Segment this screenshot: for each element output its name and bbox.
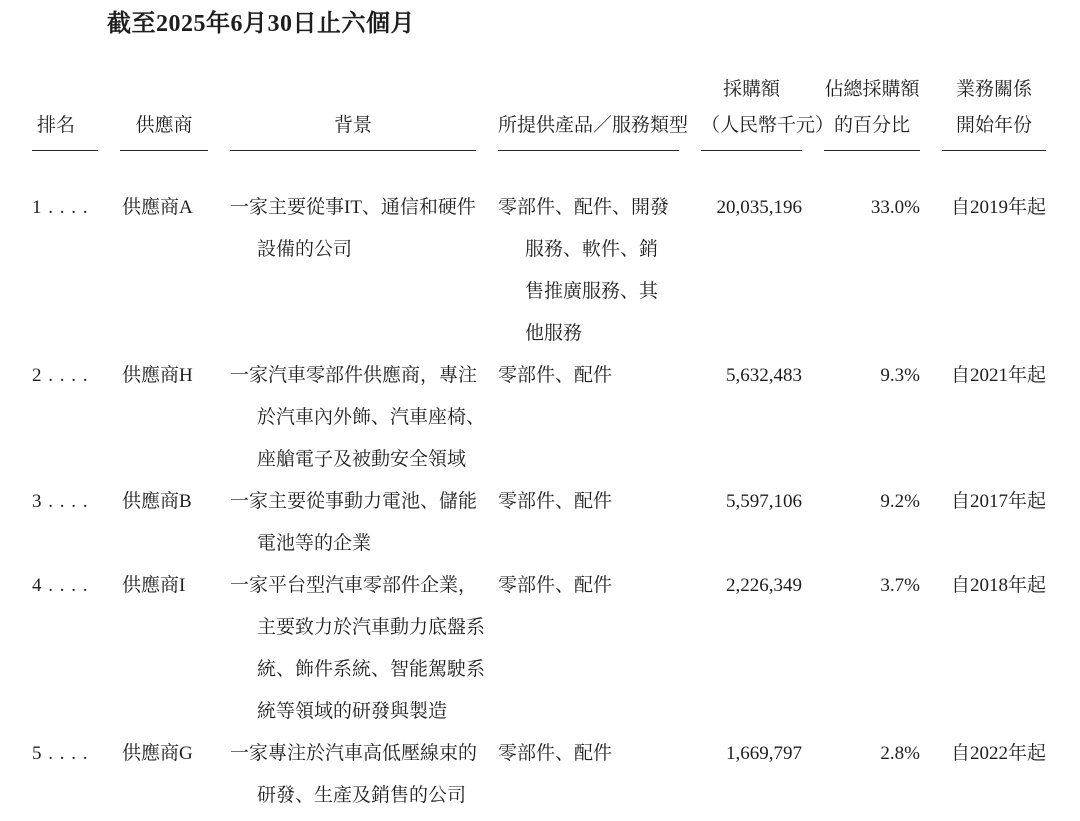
header-background: 背景 (230, 108, 476, 151)
header-products: 所提供產品／服務類型 (498, 108, 679, 151)
header-amount: 採購額 （人民幣千元） (701, 72, 802, 151)
header-year: 業務關係 開始年份 (942, 72, 1046, 151)
year-cell: 自2019年起 (950, 197, 1046, 218)
supplier-cell: 供應商H (122, 365, 193, 386)
products-cell: 零部件、配件 (498, 575, 613, 596)
table-row (32, 481, 1080, 565)
products-cell: 零部件、配件、開發 服務、軟件、銷 售推廣服務、其 他服務 (498, 197, 670, 344)
rank-cell: 3 . . . . (32, 491, 89, 512)
rank-cell: 4 . . . . (32, 575, 89, 596)
percent-cell: 33.0% (870, 197, 920, 218)
background-cell: 一家汽車零部件供應商，專注 於汽車內外飾、汽車座椅、 座艙電子及被動安全領域 (230, 365, 486, 470)
background-cell: 一家平台型汽車零部件企業， 主要致力於汽車動力底盤系 統、飾件系統、智能駕駛系 統等領域的研發與製造 (230, 575, 486, 722)
rank-cell: 1 . . . . (32, 197, 89, 218)
percent-cell: 3.7% (880, 575, 920, 596)
table-header-row (32, 72, 1080, 151)
amount-cell: 20,035,196 (716, 197, 802, 218)
amount-cell: 5,632,483 (726, 365, 802, 386)
supplier-cell: 供應商A (122, 197, 193, 218)
amount-cell: 5,597,106 (726, 491, 802, 512)
page-title: 截至2025年6月30日止六個月 (107, 11, 415, 37)
year-cell: 自2018年起 (950, 575, 1046, 596)
year-cell: 自2022年起 (950, 743, 1046, 764)
percent-cell: 2.8% (880, 743, 920, 764)
header-rank: 排名 (32, 108, 98, 151)
supplier-cell: 供應商B (122, 491, 192, 512)
rank-cell: 2 . . . . (32, 365, 89, 386)
products-cell: 零部件、配件 (498, 743, 613, 764)
supplier-cell: 供應商G (122, 743, 193, 764)
header-supplier: 供應商 (120, 108, 208, 151)
amount-cell: 1,669,797 (726, 743, 802, 764)
percent-cell: 9.3% (880, 365, 920, 386)
year-cell: 自2017年起 (950, 491, 1046, 512)
products-cell: 零部件、配件 (498, 365, 613, 386)
supplier-cell: 供應商I (122, 575, 186, 596)
background-cell: 一家主要從事動力電池、儲能 電池等的企業 (230, 491, 478, 554)
background-cell: 一家專注於汽車高低壓線束的 研發、生產及銷售的公司 (230, 743, 478, 806)
products-cell: 零部件、配件 (498, 491, 613, 512)
amount-cell: 2,226,349 (726, 575, 802, 596)
year-cell: 自2021年起 (950, 365, 1046, 386)
background-cell: 一家主要從事IT、通信和硬件 設備的公司 (230, 197, 476, 260)
table-body (32, 187, 1080, 817)
table-row (32, 187, 1080, 355)
table-row (32, 565, 1080, 733)
percent-cell: 9.2% (880, 491, 920, 512)
rank-cell: 5 . . . . (32, 743, 89, 764)
table-row (32, 355, 1080, 481)
header-percent: 佔總採購額 的百分比 (824, 72, 920, 151)
table-row (32, 733, 1080, 817)
supplier-table (0, 72, 1080, 817)
